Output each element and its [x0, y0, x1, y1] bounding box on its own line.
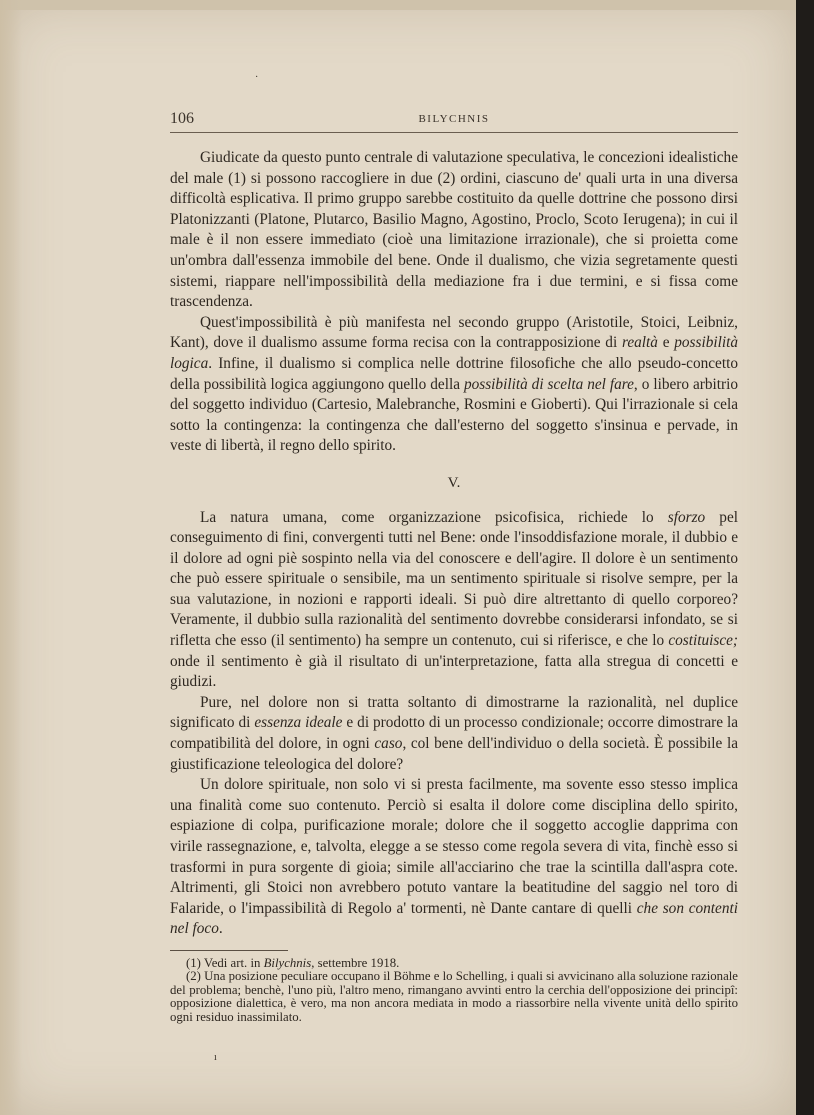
- footnote: (1) Vedi art. in Bilychnis, settembre 1918.: [186, 955, 400, 970]
- header-rule: [170, 132, 738, 133]
- paragraph: Quest'impossibilità è più manifesta nel secondo gruppo (Aristotile, Stoici, Leibniz, Kant), dove il dualismo assume forma recisa con la contrapposizione di realtà e possibilità logica. Infine, il dualismo si complica nelle dottrine filosofiche che allo pseudo-concetto della possibilità logica aggiungono quello della possibilità di scelta nel fare, o libero arbitrio del soggetto individuo (Cartesio, Malebranche, Rosmini e Gioberti). Qui l'irrazionale si cela sotto la contingenza: la contingenza che dall'esterno del soggetto s'insinua e pervade, in veste di libertà, il regno dello spirito.: [170, 313, 738, 455]
- running-title: BILYCHNIS: [418, 113, 490, 125]
- paragraph: La natura umana, come organizzazione psicofisica, richiede lo sforzo pel conseguimento di fini, convergenti tutti nel Bene: onde l'insoddisfazione morale, il dubbio e il dolore ad ogni piè sospinto nella via del conoscere e dell'agire. Il dolore è un sentimento che può essere spirituale o sensibile, ma un sentimento spirituale si risolve sempre, per la sua valutazione, in nozioni e rapporti ideali. Si può dire altrettanto di quello corporeo? Veramente, il dubbio sulla razionalità del sentimento dovrebbe considerarsi infondato, se si rifletta che esso (il sentimento) ha sempre un contenuto, cui si riferisce, e che lo costituisce; onde il sentimento è già il risultato di un'interpretazione, fatta alla stregua di concetti e giudizi.: [170, 508, 739, 691]
- footnote: (2) Una posizione peculiare occupano il Böhme e lo Schelling, i quali si avvicinano alla soluzione razionale del problema; benchè, l'uno più, l'altro meno, rimangano avvinti entro la cerchia dell'opposizione dei principî: opposizione dialettica, è vero, ma non ancora mediata in modo a riassorbire nella vivente unità dello spirito ogni residuo inassimilato.: [170, 969, 738, 1024]
- main-text: [170, 148, 738, 1024]
- paragraph: Un dolore spirituale, non solo vi si presta facilmente, ma sovente esso stesso implica una finalità come suo contenuto. Perciò si esalta il dolore come disciplina dello spirito, espiazione di colpa, purificazione morale; dolore che il soggetto accoglie dapprima con virile rassegnazione, e, talvolta, elegge a se stesso come regola severa di vita, finchè esso si trasformi in pura sorgente di gioia; simile all'acciarino che trae la scintilla dall'aspra cote. Altrimenti, gli Stoici non avrebbero potuto vantare la beatitudine del saggio nel toro di Falaride, o l'impassibilità di Regolo a' tormenti, nè Dante cantare di quelli che son contenti nel foco.: [170, 776, 738, 938]
- paragraph: Giudicate da questo punto centrale di valutazione speculativa, le concezioni idealistiche del male (1) si possono raccogliere in due (2) ordini, ciascuno de' quali urta in una diversa difficoltà esplicativa. Il primo gruppo sarebbe costituito da quelle dottrine che possono dirsi Platonizzanti (Platone, Plutarco, Basilio Magno, Agostino, Proclo, Scoto Ierugena); in cui il male è il non essere immediato (cioè una limitazione irrazionale), che si proietta come un'ombra dall'essenza immobile del bene. Onde il dualismo, che vizia segretamente questi sistemi, riappare nell'impossibilità della mediazione fra i due termini, e si fissa come trascendenza.: [170, 149, 738, 311]
- footnotes: [170, 957, 738, 1024]
- speck-mark: ı: [214, 1052, 217, 1063]
- page-top-edge: [0, 0, 796, 10]
- binding-shadow: [0, 0, 22, 1115]
- paragraph: Pure, nel dolore non si tratta soltanto di dimostrarne la razionalità, nel duplice significato di essenza ideale e di prodotto di un processo condizionale; occorre dimostrare la compatibilità del dolore, in ogni caso, col bene dell'individuo o della società. È possibile la giustificazione teleologica del dolore?: [170, 693, 738, 773]
- next-page-edge: [796, 0, 814, 1115]
- footnote-rule: [170, 950, 288, 951]
- speck-mark: ·: [255, 72, 259, 83]
- page-header: [170, 110, 738, 130]
- section-heading: V.: [447, 474, 461, 491]
- page-number: 106: [170, 110, 194, 127]
